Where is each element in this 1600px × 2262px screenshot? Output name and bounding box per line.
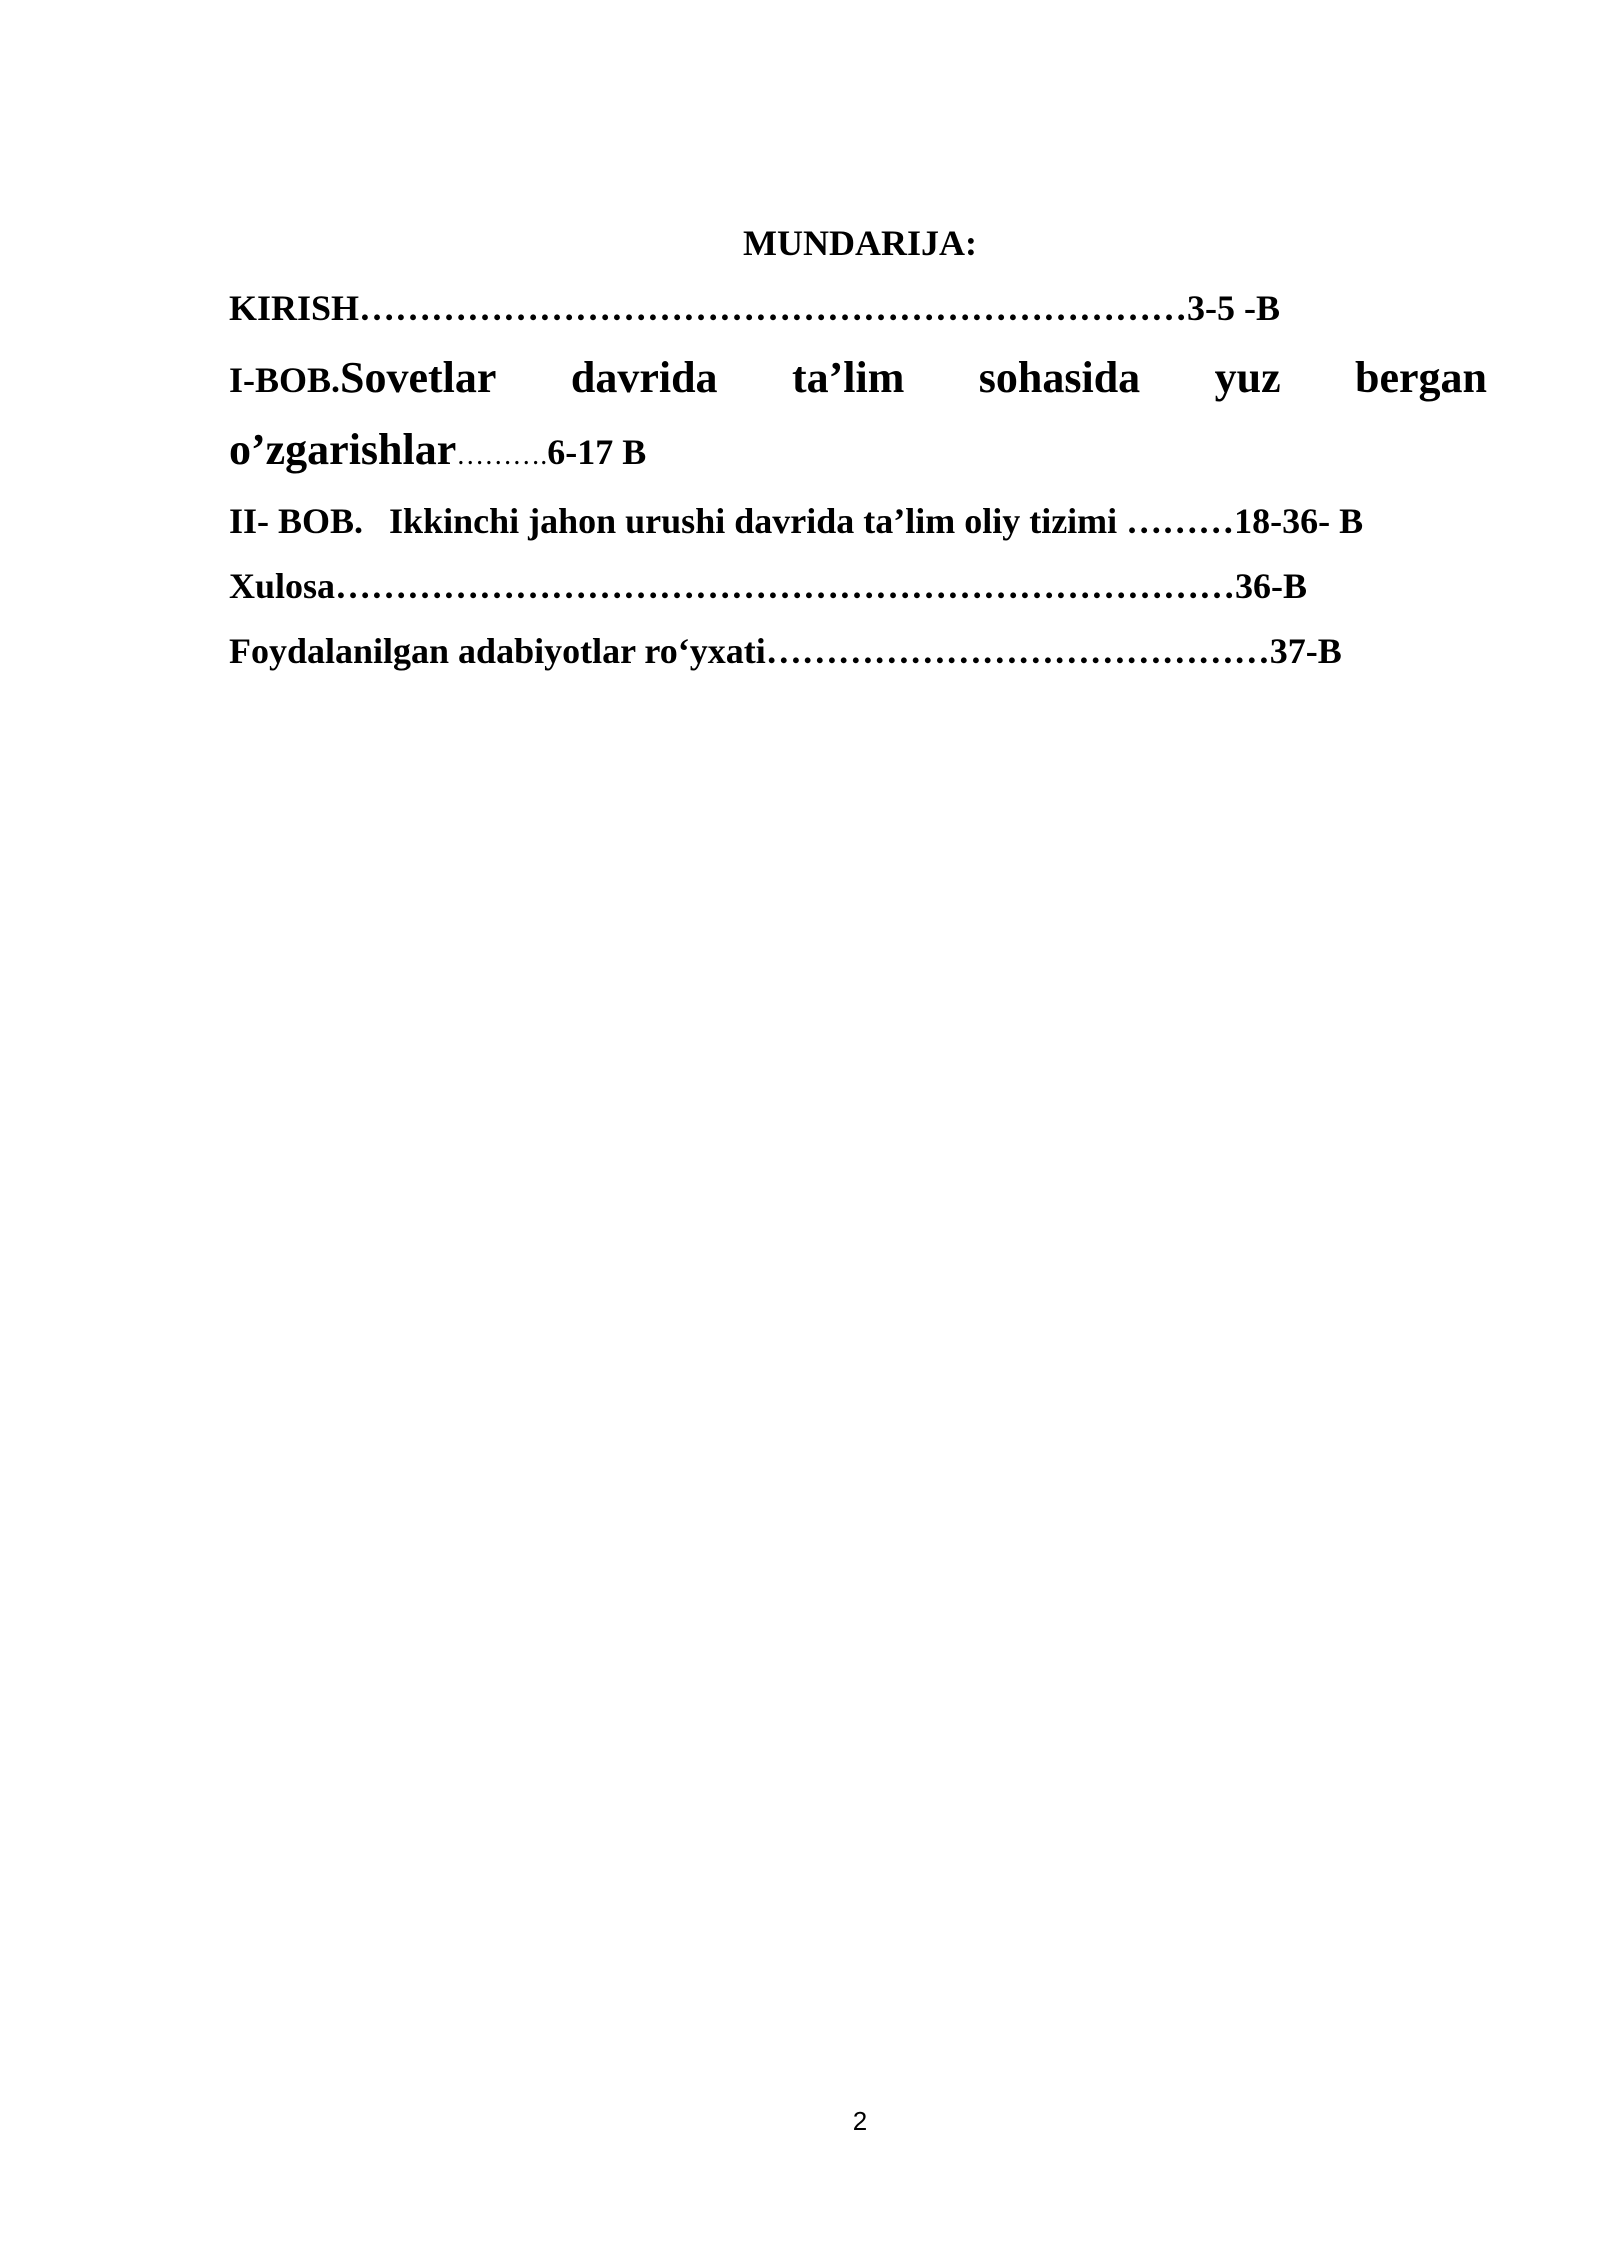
toc-leader-dots: …………………………………………………………… [359, 288, 1188, 328]
toc-leader-dots: ………………………………………………………………… [335, 566, 1236, 606]
toc-entry-kirish [229, 287, 1280, 329]
toc-entry-prefix: I-BOB. [229, 360, 341, 400]
toc-entry-label: Foydalanilgan adabiyotlar ro‘yxati [229, 631, 766, 671]
toc-leader-dots: …………………………………… [765, 631, 1270, 671]
toc-entry-prefix: II- BOB. [229, 501, 364, 541]
toc-title: MUNDARIJA: [743, 223, 977, 263]
toc-entry-pages: 6-17 B [547, 432, 647, 472]
toc-entry-xulosa [229, 565, 1307, 607]
toc-entry-references [229, 630, 1342, 672]
toc-entry-word: yuz [1214, 353, 1281, 402]
toc-entry-pages: 18-36- B [1234, 501, 1364, 541]
toc-entry-label: Ikkinchi jahon urushi davrida ta’lim oliy tizimi [389, 501, 1127, 541]
toc-leader-dots: ………. [456, 440, 548, 471]
toc-leader-dots: ……… [1126, 501, 1235, 541]
toc-entry-word: o’zgarishlar [229, 425, 457, 474]
chapter-1-first-word-group [229, 352, 496, 403]
page-number: 2 [852, 2106, 868, 2136]
toc-entry-pages: 3-5 -B [1187, 288, 1281, 328]
toc-entry-word: sohasida [978, 353, 1141, 402]
toc-entry-pages: 36-B [1235, 566, 1308, 606]
toc-entry-chapter-2 [229, 500, 1363, 542]
toc-entry-chapter-1 [229, 352, 1487, 403]
toc-entry-word: davrida [570, 353, 718, 402]
toc-entry-label: Xulosa [229, 566, 336, 606]
toc-entry-chapter-1-continued [229, 424, 646, 475]
toc-entry-pages: 37-B [1269, 631, 1342, 671]
toc-entry-word: bergan [1355, 353, 1487, 402]
toc-entry-word: ta’lim [791, 353, 905, 402]
toc-entry-label: KIRISH [229, 288, 360, 328]
toc-entry-word: Sovetlar [340, 353, 497, 402]
